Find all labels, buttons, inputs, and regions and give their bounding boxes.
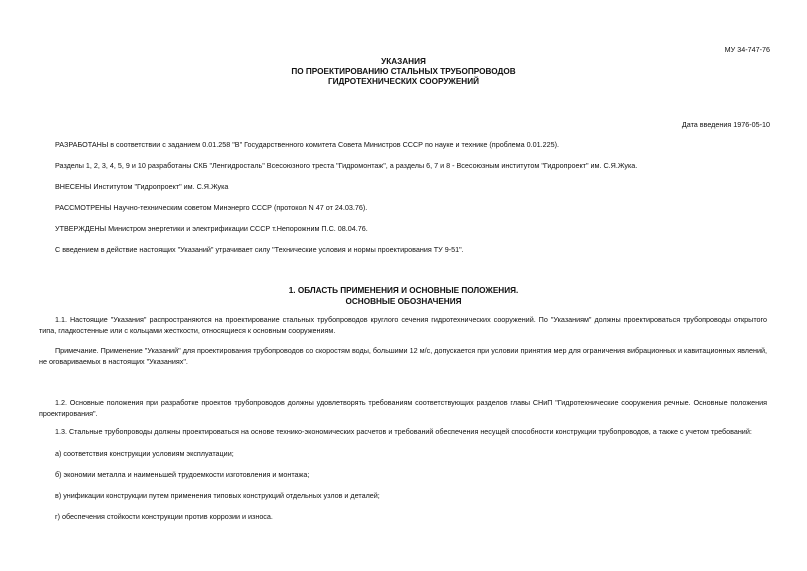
effective-date: Дата введения 1976-05-10 (681, 120, 770, 129)
paragraph-1-1: 1.1. Настоящие "Указания" распространяются на проектирование стальных трубопроводов круглого сечения гидротехнических сооружений. По "Указаниям" должны проектироваться трубопроводы открытого типа, гладкостенные или с кольцами жесткости, относящиеся к основным сооружениям. (39, 315, 767, 335)
document-code: МУ 34-747-76 (724, 45, 770, 54)
paragraph-1-2: 1.2. Основные положения при разработке проектов трубопроводов должны удовлетворять требованиям соответствующих разделов главы СНиП "Гидротехнические сооружения речные. Основные положения проектирования". (39, 398, 767, 418)
title-line: УКАЗАНИЯ (381, 57, 426, 66)
intro-submitted: ВНЕСЕНЫ Институтом "Гидропроект" им. С.Я.Жука (55, 182, 229, 191)
document-title (0, 57, 807, 87)
intro-approved: УТВЕРЖДЕНЫ Министром энергетики и электрификации СССР т.Непорожним П.С. 08.04.76. (55, 224, 368, 233)
list-item: а) соответствия конструкции условиям эксплуатации; (55, 449, 234, 458)
section-heading (0, 286, 807, 307)
list-item: г) обеспечения стойкости конструкции против коррозии и износа. (55, 512, 273, 521)
heading-line: 1. ОБЛАСТЬ ПРИМЕНЕНИЯ И ОСНОВНЫЕ ПОЛОЖЕНИЯ. (288, 286, 519, 295)
intro-developed: РАЗРАБОТАНЫ в соответствии с заданием 0.01.258 "В" Государственного комитета Совета Министров СССР по науке и технике (проблема 0.01.225). (55, 140, 559, 149)
paragraph-1-3: 1.3. Стальные трубопроводы должны проектироваться на основе технико-экономических расчетов и требований обеспечения несущей способности конструкции трубопроводов, а также с учетом требований: (55, 427, 752, 436)
heading-line: ОСНОВНЫЕ ОБОЗНАЧЕНИЯ (345, 296, 462, 306)
intro-supersedes: С введением в действие настоящих "Указаний" утрачивает силу "Технические условия и нормы проектирования ТУ 9-51". (55, 245, 464, 254)
intro-sections: Разделы 1, 2, 3, 4, 5, 9 и 10 разработаны СКБ "Ленгидросталь" Всесоюзного треста "Гидромонтаж", а разделы 6, 7 и 8 - Всесоюзным институтом "Гидропроект" им. С.Я.Жука. (55, 161, 638, 170)
title-line: ПО ПРОЕКТИРОВАНИЮ СТАЛЬНЫХ ТРУБОПРОВОДОВ (291, 67, 516, 76)
list-item: в) унификации конструкции путем применения типовых конструкций отдельных узлов и деталей; (55, 491, 380, 500)
note-paragraph: Примечание. Применение "Указаний" для проектирования трубопроводов со скоростям воды, большими 12 м/с, допускается при условии принятия мер для ограничения вибрационных и кавитационных явлений, не оговариваемых в настоящих "Указаниях". (39, 346, 767, 366)
title-line: ГИДРОТЕХНИЧЕСКИХ СООРУЖЕНИЙ (328, 77, 479, 86)
list-item: б) экономии металла и наименьшей трудоемкости изготовления и монтажа; (55, 470, 310, 479)
intro-reviewed: РАССМОТРЕНЫ Научно-техническим советом Минэнерго СССР (протокол N 47 от 24.03.76). (55, 203, 368, 212)
